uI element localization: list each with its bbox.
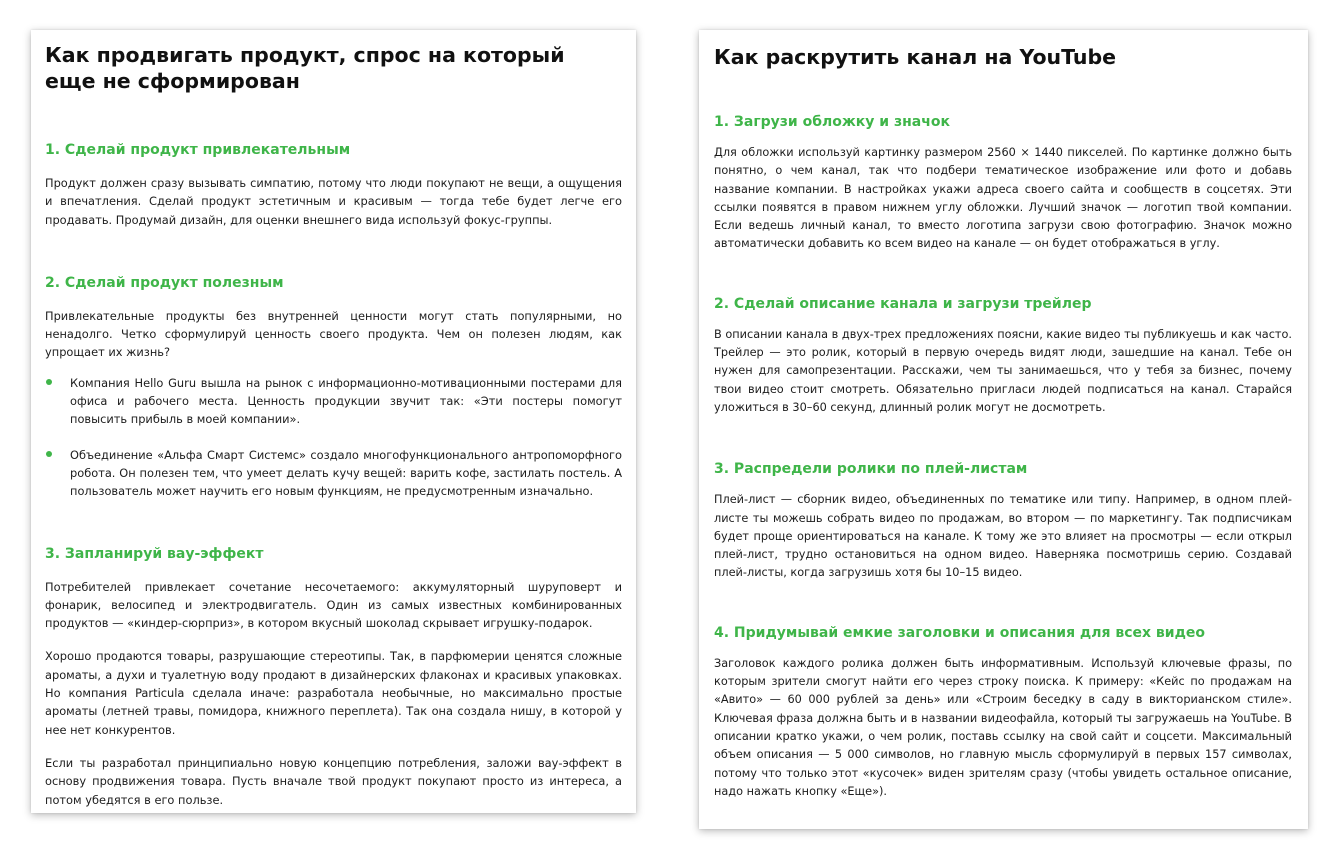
bullet-text-alfa-smart: Объединение «Альфа Смарт Системс» создало многофункционального антропоморфного робота. Он полезен тем, что умеет делать кучу вещей: варить кофе, застилать постель. А пользователь может научить его новым функциям, не предусмотренным изначально.: [70, 447, 622, 499]
bullet-item-hello-guru: [45, 374, 622, 429]
right-document-page: [699, 30, 1308, 829]
left-document-page: [31, 30, 636, 813]
right-section-4-paragraph: Заголовок каждого ролика должен быть информативным. Используй ключевые фразы, по которым зрители смогут найти его через строку поиска. К примеру: «Кейс по продажам на «Авито» — 60 000 рублей за день» или «Строим беседку в саду в викторианском стиле». Ключевая фраза должна быть и в названии видеофайла, который ты загружаешь на YouTube. В описании кратко укажи, о чем ролик, поставь ссылку на свой сайт и соцсети. Максимальный объем описания — 5 000 символов, но главную мысль сформулируй в первых 157 символах, потому что только этот «кусочек» виден зрителям сразу (чтобы увидеть остальное описание, надо нажать кнопку «Еще»).: [714, 656, 1292, 798]
left-section-3-paragraph-2: Хорошо продаются товары, разрушающие стереотипы. Так, в парфюмерии ценятся сложные ароматы, а духи и туалетную воду продают в дизайнерских флаконах и красивых упаковках. Но компания Particula сделала иначе: разработала необычные, но максимально простые ароматы (летней травы, помидора, книжного переплета). Так она создала нишу, в которой у нее нет конкурентов.: [45, 649, 622, 737]
left-document-title: Как продвигать продукт, спрос на который еще не сформирован: [45, 43, 565, 93]
right-section-3-heading: 3. Распредели ролики по плей-листам: [714, 461, 1028, 478]
right-section-1-heading: 1. Загрузи обложку и значок: [714, 114, 950, 130]
right-section-3-paragraph: Плей-лист — сборник видео, объединенных по тематике или типу. Например, в одном плей-листе ты можешь собрать видео по продажам, во втором — по маркетингу. Так подписчикам будет проще ориентироваться на канале. К тому же это влияет на просмотры — если открыл плей-лист, трудно остановиться на одном видео. Наверняка посмотришь серию. Создавай плей-листы, когда загрузишь хотя бы 10–15 видео.: [714, 493, 1292, 580]
bullet-item-alfa-smart: [45, 446, 622, 501]
right-section-4-heading: 4. Придумывай емкие заголовки и описания для всех видео: [714, 624, 1206, 641]
right-section-2-heading: 2. Сделай описание канала и загрузи трейлер: [714, 295, 1092, 312]
left-section-1-paragraph: Продукт должен сразу вызывать симпатию, потому что люди покупают не вещи, а ощущения и впечатления. Сделай продукт эстетичным и красивым — тогда тебе будет легче его продавать. Продумай дизайн, для оценки внешнего вида используй фокус-группы.: [45, 176, 622, 227]
left-section-1-heading: 1. Сделай продукт привлекательным: [45, 142, 351, 158]
green-bullet-icon: [46, 379, 52, 385]
left-section-2-bullet-list: [45, 374, 622, 501]
left-section-3-heading: 3. Запланируй вау-эффект: [45, 545, 264, 562]
green-bullet-icon: [46, 451, 52, 457]
right-document-title: Как раскрутить канал на YouTube: [714, 45, 1117, 69]
bullet-text-hello-guru: Компания Hello Guru вышла на рынок с информационно-мотивационными постерами для офиса и рабочего места. Ценность продукции звучит так: «Эти постеры помогут повысить прибыль в моей компании».: [70, 375, 622, 427]
right-section-2-paragraph: В описании канала в двух-трех предложениях поясни, какие видео ты публикуешь и как часто. Трейлер — это ролик, который в первую очередь видят люди, зашедшие на канал. Тебе он нужен для самопрезентации. Расскажи, чем ты занимаешься, что у тебя за бизнес, почему твои видео стоит смотреть. Обязательно пригласи людей подписаться на канал. Старайся уложиться в 30–60 секунд, длинный ролик могут не досмотреть.: [714, 327, 1292, 414]
right-section-1-paragraph: Для обложки используй картинку размером 2560 × 1440 пикселей. По картинке должно быть понятно, о чем канал, так что подбери тематическое изображение или фото и добавь название компании. В настройках укажи адреса своего сайта и сообществ в соцсетях. Эти ссылки появятся в правом нижнем углу обложки. Лучший значок — логотип твой компании. Если ведешь личный канал, то вместо логотипа загрузи свою фотографию. Значок можно автоматически добавить ко всем видео на канале — он будет отображаться в углу.: [714, 146, 1292, 251]
left-section-2-paragraph: Привлекательные продукты без внутренней ценности могут стать популярными, но ненадолго. Четко сформулируй ценность своего продукта. Чем он полезен людям, как упрощает их жизнь?: [45, 308, 622, 360]
left-section-2-heading: 2. Сделай продукт полезным: [45, 274, 284, 291]
left-section-3-paragraph-3: Если ты разработал принципиально новую концепцию потребления, заложи вау-эффект в основу продвижения товара. Пусть вначале твой продукт покупают просто из интереса, а потом убедятся в его пользе.: [45, 755, 622, 807]
left-section-3-paragraph-1: Потребителей привлекает сочетание несочетаемого: аккумуляторный шуруповерт и фонарик, велосипед и электродвигатель. Один из самых известных комбинированных продуктов — «киндер-сюрприз», в котором вкусный шоколад скрывает игрушку-подарок.: [45, 579, 622, 631]
